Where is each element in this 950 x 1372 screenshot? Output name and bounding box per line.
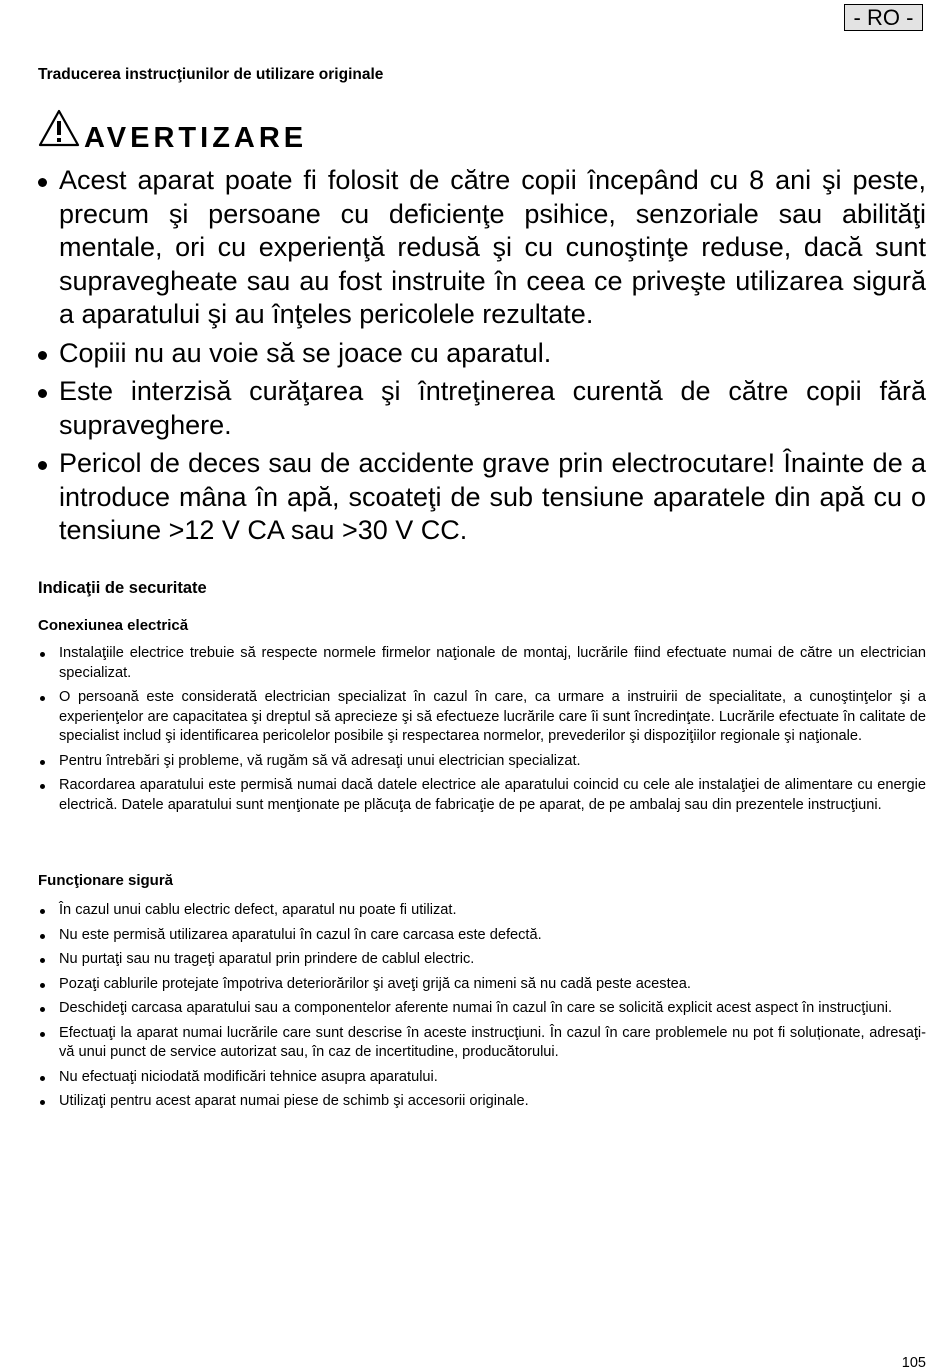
bullet-icon xyxy=(40,760,45,765)
list-item-text: Utilizaţi pentru acest aparat numai piese de schimb şi accesorii originale. xyxy=(59,1093,529,1109)
list-item-text: Pentru întrebări şi probleme, vă rugăm să vă adresaţi unui electrician specializat. xyxy=(59,752,581,769)
list-item-text: Instalaţiile electrice trebuie să respecte normele firmelor naţionale de montaj, lucrările fiind efectuate numai de către un electrician specializat. xyxy=(59,645,926,681)
bullet-icon xyxy=(38,351,47,360)
list-item-text: Deschideţi carcasa aparatului sau a componentelor aferente numai în cazul în care se solicită explicit acest aspect în instrucţiuni. xyxy=(59,1000,893,1016)
bullet-icon xyxy=(40,1076,45,1081)
list-item xyxy=(38,926,926,946)
list-item xyxy=(38,688,926,747)
list-item xyxy=(38,1024,926,1063)
list-item-text: Pozaţi cablurile protejate împotriva deteriorărilor şi aveţi grijă ca nimeni să nu cadă peste acestea. xyxy=(59,975,691,992)
list-item xyxy=(38,999,926,1019)
bullet-icon xyxy=(40,1007,45,1012)
warning-item xyxy=(38,164,926,332)
electrical-connection-list xyxy=(38,644,926,820)
warning-item-text: Copiii nu au voie să se joace cu aparatul. xyxy=(59,337,552,368)
warning-item-text: Este interzisă curăţarea şi întreţinerea curentă de către copii fără supraveghere. xyxy=(59,376,926,440)
bullet-icon xyxy=(40,983,45,988)
bullet-icon xyxy=(40,934,45,939)
list-item xyxy=(38,901,926,921)
list-item-text: Nu efectuaţi niciodată modificări tehnice asupra aparatului. xyxy=(59,1068,438,1085)
bullet-icon xyxy=(40,1100,45,1105)
list-item xyxy=(38,752,926,772)
list-item-text: În cazul unui cablu electric defect, aparatul nu poate fi utilizat. xyxy=(59,902,457,918)
list-item xyxy=(38,776,926,815)
warning-title: AVERTIZARE xyxy=(84,122,308,154)
page-number: 105 xyxy=(901,1355,926,1371)
list-item xyxy=(38,975,926,995)
safe-operation-list xyxy=(38,901,926,1117)
list-item-text: O persoană este considerată electrician specializat în cazul în care, ca urmare a instruirii de specialitate, a cunoştinţelor şi a experienţelor are capacitatea şi dreptul să aprecieze şi să efectueze lucrările care îi sunt încredinţate. Lucrările efectuate în calitate de specialist includ şi identificarea pericolelor posibile şi respectarea normelor, prevederilor şi dispoziţiilor regionale şi naţionale. xyxy=(59,689,926,744)
list-item-text: Nu este permisă utilizarea aparatului în cazul în care carcasa este defectă. xyxy=(59,926,542,943)
safe-operation-heading: Funcţionare sigură xyxy=(38,872,174,889)
list-item-text: Racordarea aparatului este permisă numai dacă datele electrice ale aparatului coincid cu cele ale instalaţiei de alimentare cu energie electrică. Datele aparatului sunt menţionate pe plăcuţa de fabricaţie de pe aparat, de pe ambalaj sau din prezentele instrucţiuni. xyxy=(59,777,926,813)
warning-item-text: Pericol de deces sau de accidente grave prin electrocutare! Înainte de a introduce mâna în apă, scoateţi de sub tensiune aparatele din apă cu o tensiune >12 V CA sau >30 V CC. xyxy=(59,448,926,545)
warning-item xyxy=(38,337,926,371)
language-tag: - RO - xyxy=(844,4,923,31)
list-item xyxy=(38,1068,926,1088)
list-item-text: Efectuaţi la aparat numai lucrările care sunt descrise în aceste instrucţiuni. În cazul în care problemele nu pot fi soluționate, adresaţi-vă unui punct de service autorizat sau, în caz de incertitudine, producătorului. xyxy=(59,1024,926,1060)
warning-item xyxy=(38,447,926,548)
safety-section-heading: Indicaţii de securitate xyxy=(38,579,207,597)
bullet-icon xyxy=(40,1032,45,1037)
warning-item-text: Acest aparat poate fi folosit de către copii începând cu 8 ani şi peste, precum şi persoane cu deficienţe psihice, senzoriale sau abilităţi mentale, ori cu experienţă redusă şi cu cunoştinţe reduse, dacă sunt supravegheate sau au fost instruite în ceea ce priveşte utilizarea sigură a aparatului şi au înţeles pericolele rezultate. xyxy=(59,165,926,329)
bullet-icon xyxy=(40,958,45,963)
bullet-icon xyxy=(38,389,47,398)
list-item xyxy=(38,644,926,683)
bullet-icon xyxy=(40,652,45,657)
document-title: Traducerea instrucţiunilor de utilizare originale xyxy=(38,66,384,83)
bullet-icon xyxy=(38,461,47,470)
bullet-icon xyxy=(38,178,47,187)
list-item-text: Nu purtaţi sau nu trageţi aparatul prin prindere de cablul electric. xyxy=(59,951,475,967)
warning-triangle-icon xyxy=(38,108,80,148)
list-item xyxy=(38,950,926,970)
electrical-connection-heading: Conexiunea electrică xyxy=(38,617,189,634)
bullet-icon xyxy=(40,784,45,789)
warning-list xyxy=(38,164,926,553)
list-item xyxy=(38,1092,926,1112)
bullet-icon xyxy=(40,909,45,914)
bullet-icon xyxy=(40,696,45,701)
warning-item xyxy=(38,375,926,442)
